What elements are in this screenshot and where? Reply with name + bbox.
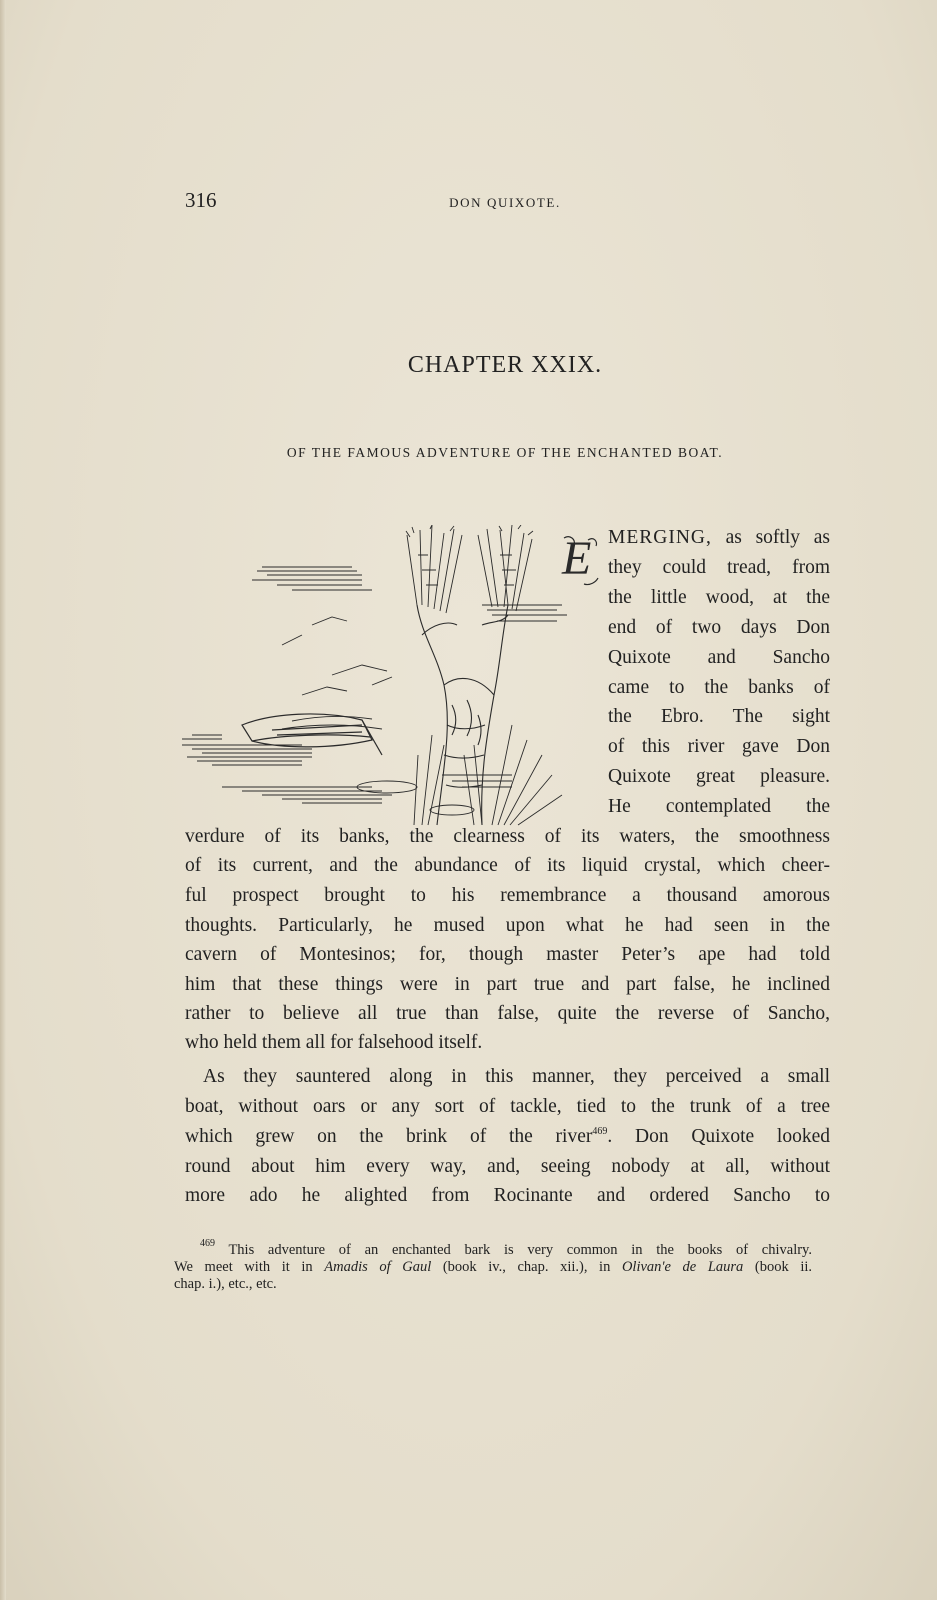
text-span: (book iv., chap. xii.), in: [431, 1259, 622, 1275]
text-line: came to the banks of: [608, 677, 830, 698]
page-edge: [0, 0, 6, 1600]
footnote-line: [174, 1259, 812, 1276]
text-line: round about him every way, and, seeing nobody at all, without: [185, 1156, 830, 1177]
italic-title: Olivan'e de Laura: [621, 1259, 744, 1275]
text-line: ful prospect brought to his remembrance a thousand amorous: [185, 885, 830, 906]
text-line: [185, 1122, 830, 1152]
smallcaps-word: MERGING,: [608, 527, 712, 548]
text-line: [608, 523, 830, 553]
text-span: . Don Quixote looked: [607, 1126, 831, 1147]
text-span: This adventure of an enchanted bark is very common in the books of chivalry.: [215, 1242, 812, 1258]
text-line: He contemplated the: [608, 796, 830, 817]
text-line: cavern of Montesinos; for, though master Peter’s ape had told: [185, 944, 830, 965]
footnote-line: chap. i.), etc., etc.: [174, 1276, 277, 1292]
text-line: verdure of its banks, the clearness of its waters, the smoothness: [185, 826, 830, 847]
text-line: the Ebro. The sight: [608, 706, 830, 727]
text-line: end of two days Don: [608, 617, 830, 638]
text-line: more ado he alighted from Rocinante and ordered Sancho to: [185, 1185, 830, 1206]
willow-tree-and-boat-engraving: [182, 525, 588, 827]
text-line: who held them all for falsehood itself.: [185, 1032, 483, 1053]
willow-branches: [406, 525, 533, 613]
chapter-subtitle: OF THE FAMOUS ADVENTURE OF THE ENCHANTED BOAT.: [286, 445, 724, 460]
footnote-line: [200, 1238, 812, 1259]
text-line: him that these things were in part true and part false, he inclined: [185, 974, 830, 995]
page-number: 316: [185, 188, 217, 212]
text-line: boat, without oars or any sort of tackle, tied to the trunk of a tree: [185, 1096, 830, 1117]
running-head: [185, 188, 825, 218]
text-line: of its current, and the abundance of its liquid crystal, which cheer-: [185, 855, 830, 876]
tree-trunk: [417, 605, 508, 825]
italic-title: Amadis of Gaul: [324, 1259, 432, 1275]
dropcap-letter: E: [562, 532, 592, 585]
text-line: thoughts. Particularly, he mused upon what he had seen in the: [185, 915, 830, 936]
footnote: [174, 1238, 813, 1293]
text-span: (book ii.: [743, 1259, 813, 1275]
text-line: Quixote and Sancho: [608, 647, 830, 668]
footnote-reference[interactable]: 469: [592, 1126, 608, 1137]
water-hatching: [182, 567, 567, 803]
text-line: they could tread, from: [608, 557, 830, 578]
text-span: which grew on the brink of the river: [185, 1126, 593, 1147]
text-line: the little wood, at the: [608, 587, 830, 608]
chapter-heading: CHAPTER XXIX.: [407, 352, 603, 378]
running-title: DON QUIXOTE.: [449, 195, 561, 210]
text-line: rather to believe all true than false, quite the reverse of Sancho,: [185, 1003, 830, 1024]
text-span: We meet with it in: [174, 1259, 325, 1275]
footnote-number: 469: [200, 1238, 215, 1249]
text-line: Quixote great pleasure.: [608, 766, 830, 787]
text-line: As they sauntered along in this manner, they perceived a small: [203, 1066, 830, 1087]
text-line: of this river gave Don: [608, 736, 830, 757]
text-span: as softly as: [711, 527, 830, 548]
dropcap: [558, 534, 602, 588]
